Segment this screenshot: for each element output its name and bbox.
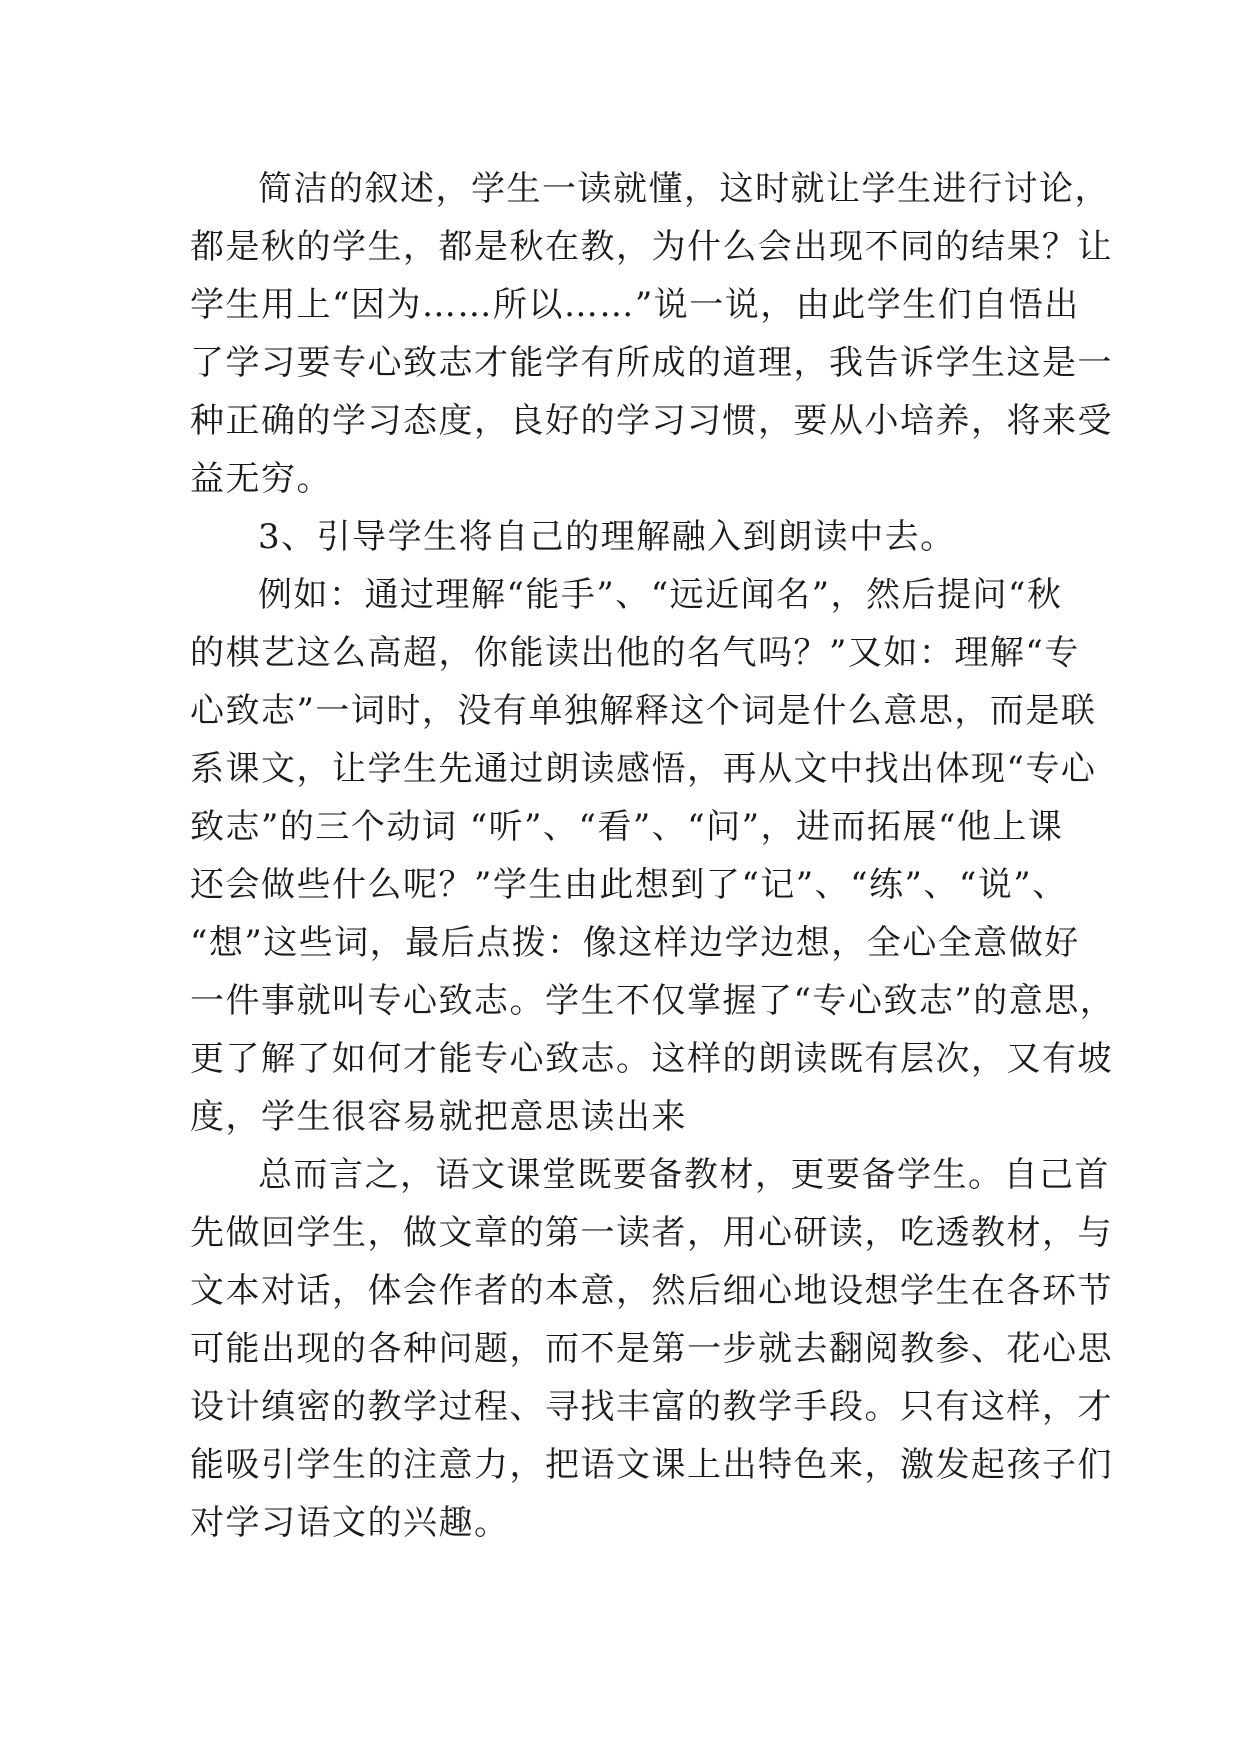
paragraph-line: 能吸引学生的注意力，把语文课上出特色来，激发起孩子们 [190, 1445, 1113, 1485]
paragraph-line: 简洁的叙述，学生一读就懂，这时就让学生进行讨论， [258, 169, 1110, 209]
paragraph-line: 的棋艺这么高超，你能读出他的名气吗？”又如：理解“专 [190, 633, 1080, 673]
paragraph-line: 还会做些什么呢？”学生由此想到了“记”、“练”、“说”、 [190, 865, 1068, 905]
paragraph-line: 更了解了如何才能专心致志。这样的朗读既有层次，又有坡 [190, 1039, 1113, 1079]
paragraph-line: 例如：通过理解“能手”、“远近闻名”，然后提问“秋 [258, 575, 1063, 615]
paragraph-line: 可能出现的各种问题，而不是第一步就去翻阅教参、花心思 [190, 1329, 1113, 1369]
document-body [190, 160, 1116, 1552]
paragraph-line: 学生用上“因为……所以……”说一说，由此学生们自悟出 [190, 285, 1080, 325]
paragraph-line: 文本对话，体会作者的本意，然后细心地设想学生在各环节 [190, 1271, 1113, 1311]
paragraph-line: “想”这些词，最后点拨：像这样边学边想，全心全意做好 [190, 923, 1080, 963]
paragraph-line: 益无穷。 [190, 459, 332, 499]
paragraph-line: 致志”的三个动词 “听”、“看”、“问”，进而拓展“他上课 [190, 807, 1064, 847]
paragraph-line: 种正确的学习态度，良好的学习习惯，要从小培养，将来受 [190, 401, 1113, 441]
paragraph-line: 了学习要专心致志才能学有所成的道理，我告诉学生这是一 [190, 343, 1113, 383]
paragraph-line: 都是秋的学生，都是秋在教，为什么会出现不同的结果？让 [190, 227, 1113, 267]
paragraph-line: 总而言之，语文课堂既要备教材，更要备学生。自己首 [258, 1155, 1110, 1195]
paragraph-line: 心致志”一词时，没有单独解释这个词是什么意思，而是联 [190, 691, 1097, 731]
paragraph-line: 一件事就叫专心致志。学生不仅掌握了“专心致志”的意思， [190, 981, 1116, 1021]
paragraph-line: 度，学生很容易就把意思读出来 [190, 1097, 687, 1137]
section-heading: 3、引导学生将自己的理解融入到朗读中去。 [258, 517, 956, 557]
paragraph-line: 对学习语文的兴趣。 [190, 1503, 510, 1543]
paragraph-line: 先做回学生，做文章的第一读者，用心研读，吃透教材，与 [190, 1213, 1113, 1253]
paragraph-line: 设计缜密的教学过程、寻找丰富的教学手段。只有这样，才 [190, 1387, 1113, 1427]
paragraph-line: 系课文，让学生先通过朗读感悟，再从文中找出体现“专心 [190, 749, 1097, 789]
